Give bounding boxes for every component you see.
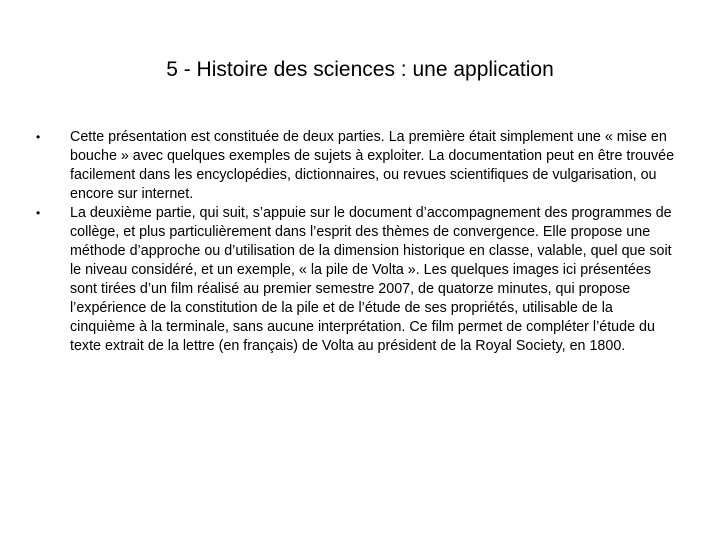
bullet-text: Cette présentation est constituée de deux parties. La première était simplement une « mise en bouche » avec quelques exemples de sujets à exploiter. La documentation peut en être trouvée facilement dans les encyclopédies, dictionnaires, ou revues scientifiques de vulgarisation, ou encore sur internet. — [70, 129, 675, 202]
bullet-marker: • — [36, 206, 41, 220]
bullet-item — [36, 128, 676, 204]
bullet-item — [36, 204, 676, 356]
bullet-text: La deuxième partie, qui suit, s’appuie sur le document d’accompagnement des programmes de collège, et plus particulièrement dans l’esprit des thèmes de convergence. Elle propose une méthode d’approche ou d’utilisation de la dimension historique en classe, valable, quel que soit le niveau considéré, et un exemple, « la pile de Volta ». Les quelques images ici présentées sont tirées d’un film réalisé au premier semestre 2007, de quatorze minutes, qui propose l’expérience de la constitution de la pile et de l’étude de ses propriétés, utilisable de la cinquième à la terminale, sans aucune interprétation. Ce film permet de compléter l’étude du texte extrait de la lettre (en français) de Volta au président de la Royal Society, en 1800. — [70, 205, 672, 354]
bullet-list — [36, 128, 676, 356]
bullet-marker: • — [36, 130, 41, 144]
slide-title: 5 - Histoire des sciences : une application — [166, 58, 554, 81]
